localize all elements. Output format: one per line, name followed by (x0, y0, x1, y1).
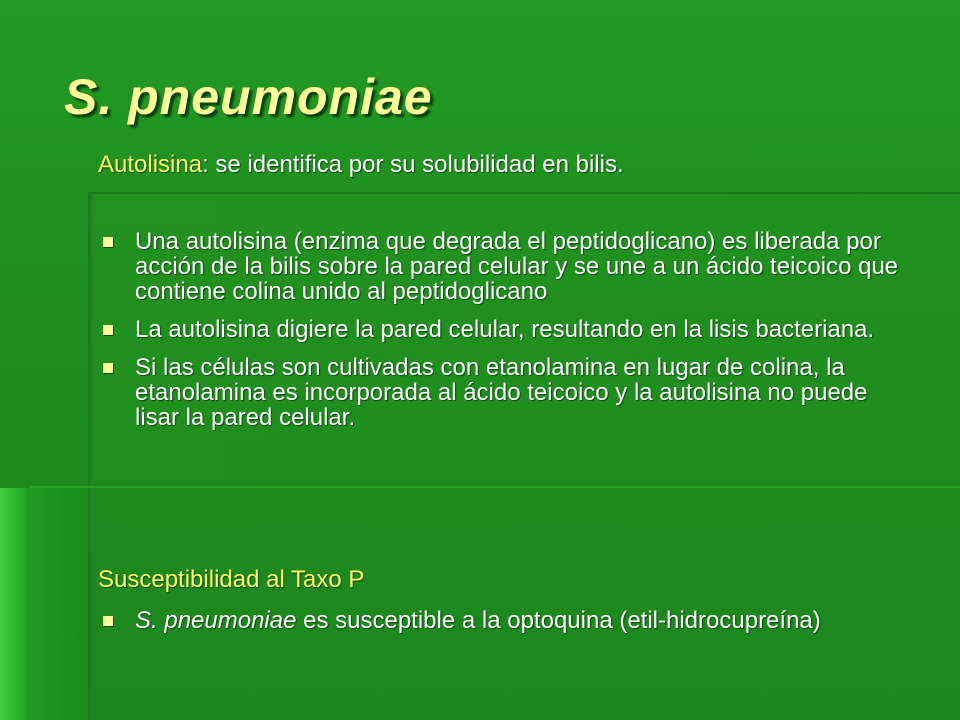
susceptibilidad-bullet-list (98, 608, 918, 646)
square-bullet-icon (103, 325, 113, 335)
species-name: S. pneumoniae (135, 607, 297, 634)
background-divider-vertical (88, 192, 91, 720)
background-panel-bottom (30, 488, 90, 720)
autolisina-line (98, 151, 624, 179)
bullet-text: La autolisina digiere la pared celular, resultando en la lisis bacteriana. (135, 316, 875, 343)
background-divider (90, 192, 960, 194)
autolisina-description: : se identifica por su solubilidad en bilis. (202, 151, 624, 178)
bullet-text: Si las células son cultivadas con etanolamina en lugar de colina, la etanolamina es incorporada al ácido teicoico y la autolisina no puede lisar la pared celular. (135, 354, 868, 431)
bullet-text: Una autolisina (enzima que degrada el peptidoglicano) es liberada por acción de la bilis sobre la pared celular y se une a un ácido teicoico que contiene colina unido al peptidoglicano (135, 228, 899, 305)
square-bullet-icon (103, 616, 113, 626)
bullet-item (98, 229, 918, 304)
background-light-strip (0, 488, 30, 720)
bullet-item (98, 317, 918, 342)
bullet-item (98, 355, 918, 430)
square-bullet-icon (103, 363, 113, 373)
autolisina-bullet-list (98, 229, 918, 443)
autolisina-term: Autolisina (98, 151, 203, 178)
bullet-item (98, 608, 918, 633)
susceptibilidad-heading: Susceptibilidad al Taxo P (98, 566, 365, 593)
bullet-text: es susceptible a la optoquina (etil-hidrocupreína) (296, 607, 821, 634)
background-divider-lower (30, 486, 960, 488)
square-bullet-icon (103, 237, 113, 247)
slide-title: S. pneumoniae (64, 69, 433, 125)
